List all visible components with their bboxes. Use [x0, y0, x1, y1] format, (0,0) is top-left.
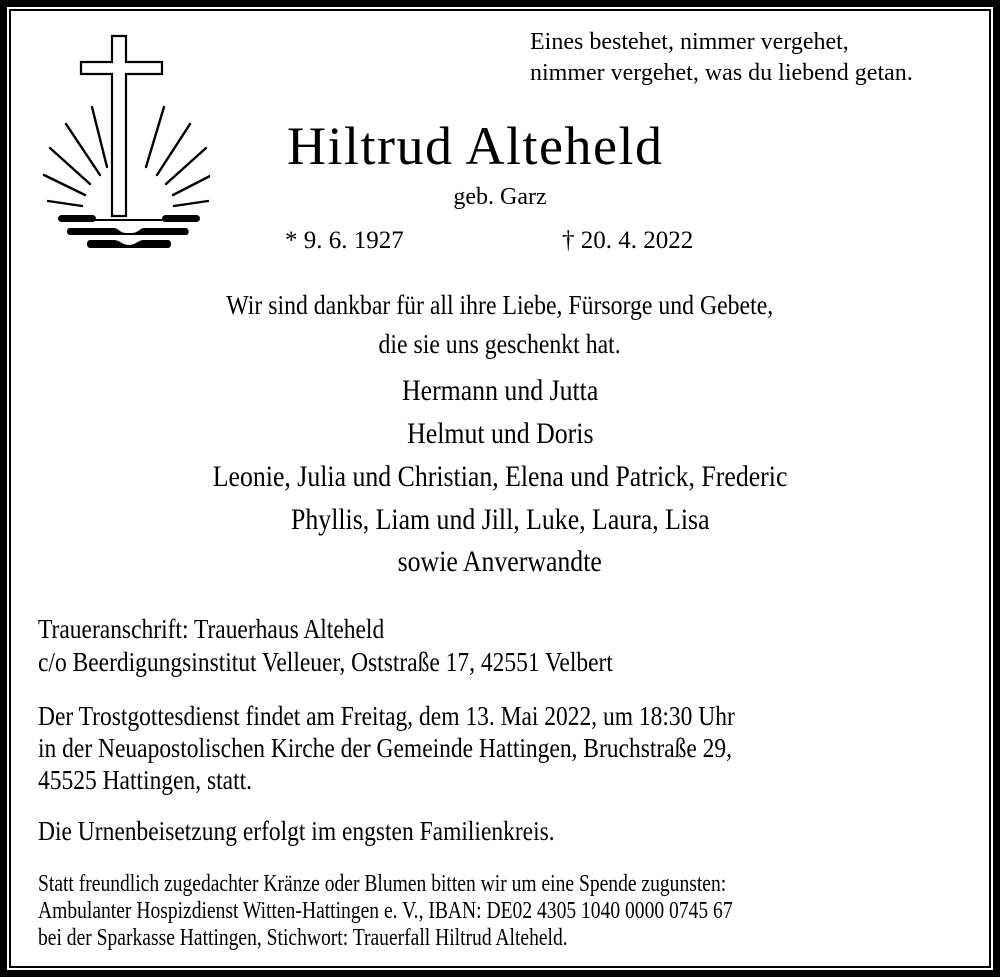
donation-line	[38, 926, 688, 950]
birth-date: * 9. 6. 1927	[285, 227, 404, 254]
service-text: Der Trostgottesdienst findet am Freitag, dem 13. Mai 2022, um 18:30 Uhr	[38, 701, 735, 731]
donation-line	[38, 872, 882, 896]
thanks-line: Wir sind dankbar für all ihre Liebe, Fürsorge und Gebete,	[226, 290, 774, 320]
deceased-name: Hiltrud Alteheld	[287, 116, 664, 176]
burial-note	[38, 818, 632, 845]
donation-line	[38, 899, 890, 923]
address-line	[38, 616, 436, 643]
donation-text: Statt freundlich zugedachter Kränze oder Blumen bitten wir um eine Spende zugunsten:	[38, 871, 727, 897]
mourner-line	[0, 419, 1000, 449]
service-text: in der Neuapostolischen Kirche der Gemeinde Hattingen, Bruchstraße 29,	[38, 733, 733, 763]
service-line	[38, 735, 836, 762]
service-text: 45525 Hattingen, statt.	[38, 765, 252, 795]
mourner-text: Helmut und Doris	[406, 417, 594, 450]
cross-sunrise-emblem-icon	[40, 30, 210, 250]
quote-line: Eines bestehet, nimmer vergehet,	[530, 29, 849, 55]
burial-text: Die Urnenbeisetzung erfolgt im engsten Familienkreis.	[38, 816, 555, 846]
mourner-line	[0, 462, 1000, 492]
address-text: c/o Beerdigungsinstitut Velleuer, Oststraße 17, 42551 Velbert	[38, 647, 613, 677]
service-line	[38, 703, 839, 730]
maiden-name: geb. Garz	[453, 184, 547, 210]
service-line	[38, 767, 284, 794]
thanks-text	[0, 292, 1000, 319]
mourner-text: Leonie, Julia und Christian, Elena und Patrick, Frederic	[212, 460, 788, 493]
address-line	[38, 649, 699, 676]
thanks-line: die sie uns geschenkt hat.	[378, 329, 622, 359]
mourner-text: Phyllis, Liam und Jill, Luke, Laura, Lisa	[290, 503, 710, 536]
mourner-text: Hermann und Jutta	[401, 374, 599, 407]
mourner-line	[0, 505, 1000, 535]
mourner-text: sowie Anverwandte	[397, 545, 603, 578]
mourner-line	[0, 376, 1000, 406]
donation-text: bei der Sparkasse Hattingen, Stichwort: Trauerfall Hiltrud Alteheld.	[38, 925, 568, 951]
donation-text: Ambulanter Hospizdienst Witten-Hattingen e. V., IBAN: DE02 4305 1040 0000 0745 67	[38, 898, 733, 924]
thanks-text	[0, 331, 1000, 358]
death-date: † 20. 4. 2022	[562, 227, 694, 254]
quote-line: nimmer vergehet, was du liebend getan.	[530, 60, 913, 86]
address-text: Traueranschrift: Trauerhaus Alteheld	[38, 614, 385, 644]
mourner-line	[0, 547, 1000, 577]
